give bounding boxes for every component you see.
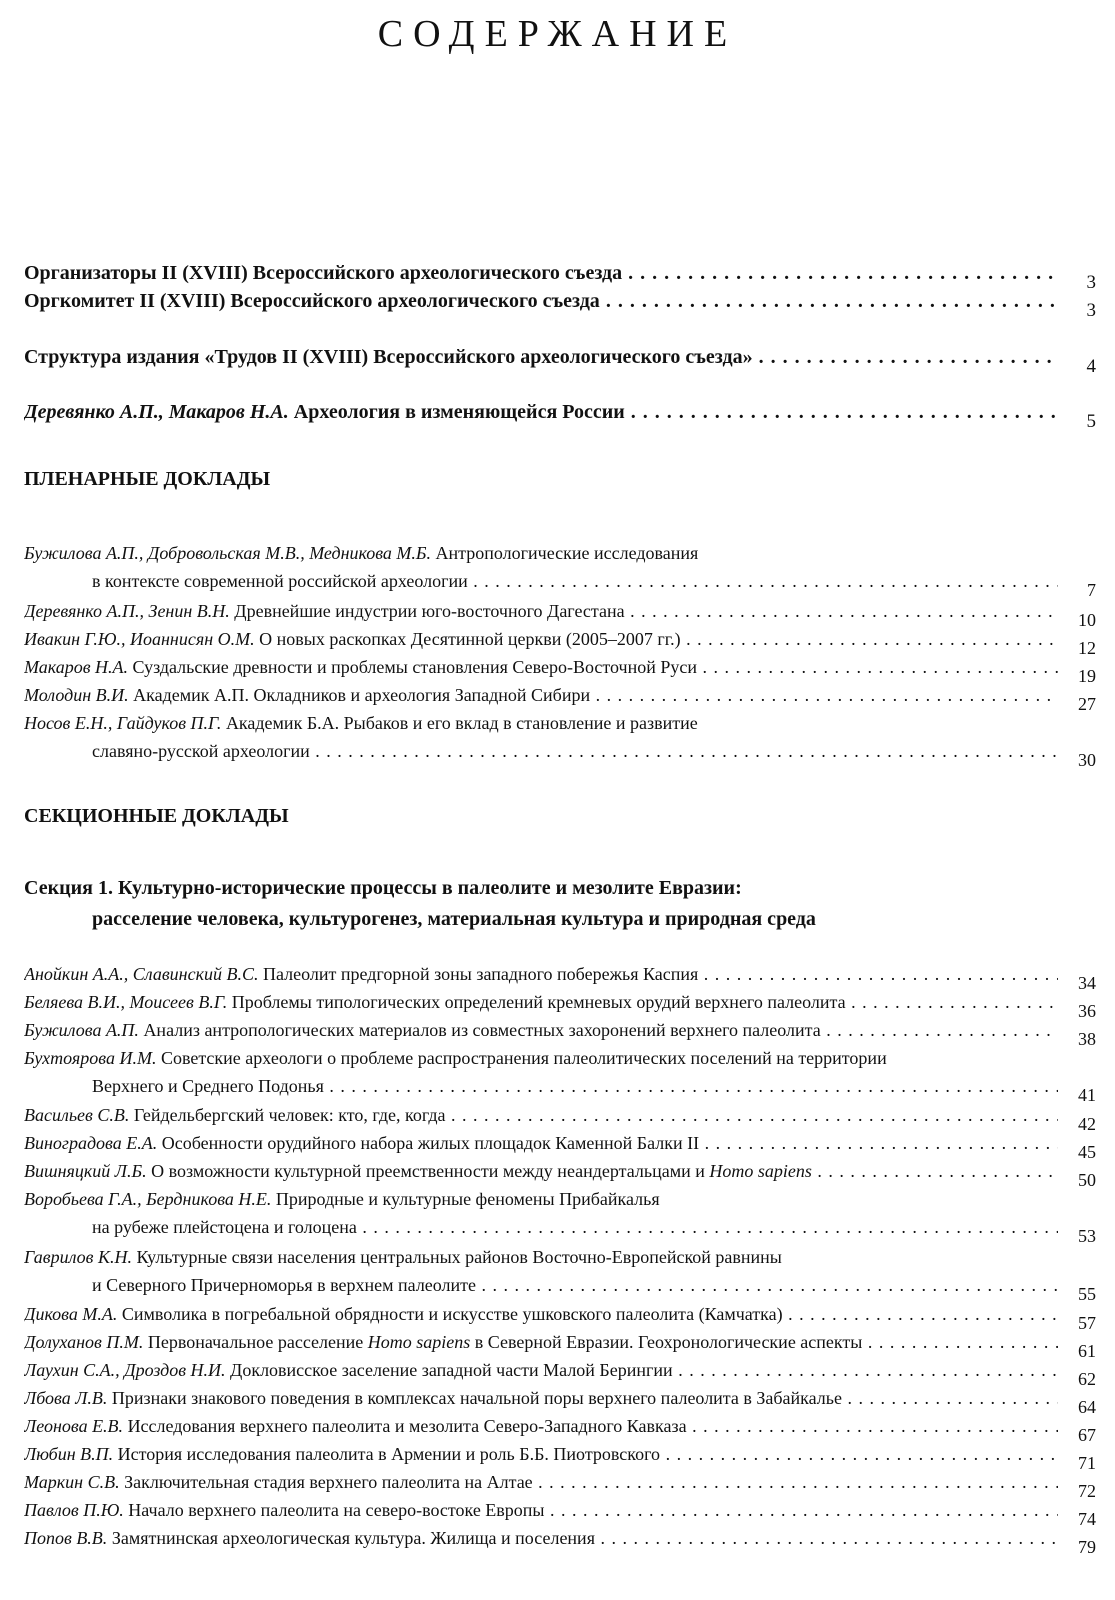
page-number: 19 <box>1078 666 1096 686</box>
page-number: 36 <box>1078 1001 1096 1021</box>
entry-title: Первоначальное расселение <box>147 1332 364 1352</box>
section-1-title <box>24 873 816 935</box>
entry-title-cont: славяно-русской археологии <box>92 741 310 761</box>
page-number: 30 <box>1078 750 1096 770</box>
entry-title: Признаки знакового поведения в комплексах начальной поры верхнего палеолита в Забайкалье <box>111 1388 842 1408</box>
entry-title-rest: в Северной Евразии. Геохронологические аспекты <box>474 1332 863 1352</box>
page-number: 61 <box>1078 1341 1096 1361</box>
toc-entry-continuation[interactable] <box>24 739 1100 770</box>
toc-entry[interactable] <box>24 655 1100 686</box>
entry-title-cont: на рубеже плейстоцена и голоцена <box>92 1217 357 1237</box>
entry-title: Академик А.П. Окладников и археология Западной Сибири <box>133 685 591 705</box>
page-number: 7 <box>1087 580 1096 600</box>
toc-entry[interactable] <box>24 1018 1100 1049</box>
entry-author: Бужилова А.П. <box>24 1020 139 1040</box>
section-1-title-line2: расселение человека, культурогенез, материальная культура и природная среда <box>92 908 816 930</box>
page-number: 42 <box>1078 1114 1096 1134</box>
entry-author: Макаров Н.А. <box>24 657 129 677</box>
page-number: 10 <box>1078 610 1096 630</box>
entry-author: Гаврилов К.Н. <box>24 1247 132 1267</box>
section-heading-sectional: СЕКЦИОННЫЕ ДОКЛАДЫ <box>24 805 289 827</box>
page-number: 64 <box>1078 1397 1096 1417</box>
page-number: 12 <box>1078 638 1096 658</box>
entry-author: Бужилова А.П., Добровольская М.В., Медникова М.Б. <box>24 543 432 563</box>
toc-entry[interactable] <box>24 1103 1100 1134</box>
entry-author: Васильев С.В. <box>24 1105 130 1125</box>
toc-entry[interactable] <box>24 1470 1100 1501</box>
entry-title-italic: Homo sapiens <box>367 1332 471 1352</box>
entry-title: Проблемы типологических определений кремневых орудий верхнего палеолита <box>231 992 846 1012</box>
page-number: 79 <box>1078 1537 1096 1557</box>
entry-author: Ивакин Г.Ю., Иоаннисян О.М. <box>24 629 255 649</box>
page-title: СОДЕРЖАНИЕ <box>377 13 738 55</box>
entry-title: Исследования верхнего палеолита и мезолита Северо-Западного Кавказа <box>127 1416 687 1436</box>
entry-title: Суздальские древности и проблемы становления Северо-Восточной Руси <box>132 657 697 677</box>
toc-entry[interactable] <box>24 711 1100 737</box>
entry-author: Лбова Л.В. <box>24 1388 108 1408</box>
page-number: 3 <box>1086 300 1096 321</box>
entry-title-cont: Верхнего и Среднего Подонья <box>92 1076 324 1096</box>
toc-entry[interactable] <box>24 1159 1100 1190</box>
entry-title: Докловисское заселение западной части Малой Берингии <box>230 1360 673 1380</box>
entry-author: Лаухин С.А., Дроздов Н.И. <box>24 1360 226 1380</box>
entry-author: Любин В.П. <box>24 1444 114 1464</box>
entry-title: Антропологические исследования <box>435 543 699 563</box>
entry-author: Беляева В.И., Моисеев В.Г. <box>24 992 228 1012</box>
entry-title: Академик Б.А. Рыбаков и его вклад в становление и развитие <box>225 713 698 733</box>
toc-entry[interactable] <box>24 290 1100 321</box>
section-heading-plenary: ПЛЕНАРНЫЕ ДОКЛАДЫ <box>24 468 271 490</box>
page-number: 34 <box>1078 973 1096 993</box>
page-number: 41 <box>1078 1085 1096 1105</box>
toc-entry[interactable] <box>24 1442 1100 1473</box>
entry-author: Деревянко А.П., Макаров Н.А. <box>24 401 289 423</box>
toc-entry[interactable] <box>24 1498 1100 1529</box>
entry-title: Анализ антропологических материалов из совместных захоронений верхнего палеолита <box>143 1020 821 1040</box>
page-number: 53 <box>1078 1226 1096 1246</box>
toc-entry[interactable] <box>24 1526 1100 1557</box>
toc-entry[interactable] <box>24 1330 1100 1361</box>
entry-author: Павлов П.Ю. <box>24 1500 124 1520</box>
page-number: 74 <box>1078 1509 1096 1529</box>
entry-title: История исследования палеолита в Армении и роль Б.Б. Пиотровского <box>117 1444 661 1464</box>
toc-entry[interactable] <box>24 401 1100 432</box>
toc-entry-continuation[interactable] <box>24 1215 1100 1246</box>
entry-title: Советские археологи о проблеме распространения палеолитических поселений на территории <box>160 1048 887 1068</box>
entry-title: Природные и культурные феномены Прибайкалья <box>275 1189 660 1209</box>
entry-title: О возможности культурной преемственности между неандертальцами и <box>151 1161 705 1181</box>
entry-author: Попов В.В. <box>24 1528 108 1548</box>
page-number: 57 <box>1078 1313 1096 1333</box>
toc-entry-continuation[interactable] <box>24 569 1100 600</box>
toc-entry[interactable] <box>24 1302 1100 1333</box>
toc-entry[interactable] <box>24 599 1100 630</box>
entry-title: Структура издания «Трудов II (XVIII) Всероссийского археологического съезда» <box>24 346 753 368</box>
page-number: 62 <box>1078 1369 1096 1389</box>
entry-author: Молодин В.И. <box>24 685 129 705</box>
toc-entry[interactable] <box>24 1245 1100 1271</box>
toc-entry[interactable] <box>24 683 1100 714</box>
toc-entry[interactable] <box>24 1131 1100 1162</box>
toc-entry[interactable] <box>24 1358 1100 1389</box>
entry-title: Оргкомитет II (XVIII) Всероссийского археологического съезда <box>24 290 600 312</box>
page-number: 45 <box>1078 1142 1096 1162</box>
page-number: 3 <box>1086 272 1096 293</box>
entry-title: Культурные связи населения центральных районов Восточно-Европейской равнины <box>136 1247 782 1267</box>
page-number: 50 <box>1078 1170 1096 1190</box>
entry-author: Дикова М.А. <box>24 1304 118 1324</box>
toc-entry[interactable] <box>24 541 1100 567</box>
toc-entry[interactable] <box>24 1187 1100 1213</box>
entry-title: Гейдельбергский человек: кто, где, когда <box>133 1105 446 1125</box>
entry-author: Носов Е.Н., Гайдуков П.Г. <box>24 713 222 733</box>
toc-entry-continuation[interactable] <box>24 1273 1100 1304</box>
page-number: 38 <box>1078 1029 1096 1049</box>
page-number: 27 <box>1078 694 1096 714</box>
entry-author: Маркин С.В. <box>24 1472 120 1492</box>
section-1-title-line1: Секция 1. Культурно-исторические процессы в палеолите и мезолите Евразии: <box>24 877 742 899</box>
entry-title: Древнейшие индустрии юго-восточного Дагестана <box>234 601 625 621</box>
entry-title: Особенности орудийного набора жилых площадок Каменной Балки II <box>161 1133 700 1153</box>
entry-author: Воробьева Г.А., Бердникова Н.Е. <box>24 1189 272 1209</box>
entry-author: Деревянко А.П., Зенин В.Н. <box>24 601 230 621</box>
entry-author: Леонова Е.В. <box>24 1416 124 1436</box>
toc-entry[interactable] <box>24 990 1100 1021</box>
entry-title: Археология в изменяющейся России <box>293 401 625 423</box>
toc-entry[interactable] <box>24 1046 1100 1072</box>
toc-entry[interactable] <box>24 1386 1100 1417</box>
toc-entry[interactable] <box>24 262 1100 293</box>
entry-author: Долуханов П.М. <box>24 1332 144 1352</box>
toc-entry[interactable] <box>24 962 1100 993</box>
entry-author: Бухтоярова И.М. <box>24 1048 157 1068</box>
page-number: 55 <box>1078 1284 1096 1304</box>
page-number: 72 <box>1078 1481 1096 1501</box>
entry-title-cont: и Северного Причерноморья в верхнем палеолите <box>92 1275 477 1295</box>
page-number: 67 <box>1078 1425 1096 1445</box>
entry-title: Палеолит предгорной зоны западного побережья Каспия <box>263 964 699 984</box>
entry-author: Виноградова Е.А. <box>24 1133 158 1153</box>
entry-title: Начало верхнего палеолита на северо-востоке Европы <box>128 1500 545 1520</box>
entry-title-italic: Homo sapiens <box>709 1161 812 1181</box>
toc-entry[interactable] <box>24 1414 1100 1445</box>
page-number: 71 <box>1078 1453 1096 1473</box>
entry-title: Организаторы II (XVIII) Всероссийского археологического съезда <box>24 262 623 284</box>
entry-title-cont: в контексте современной российской археологии <box>92 571 468 591</box>
page-number: 5 <box>1086 411 1096 432</box>
toc-entry[interactable] <box>24 346 1100 377</box>
toc-entry[interactable] <box>24 627 1100 658</box>
entry-title: О новых раскопках Десятинной церкви (2005–2007 гг.) <box>259 629 681 649</box>
entry-author: Анойкин А.А., Славинский В.С. <box>24 964 259 984</box>
toc-entry-continuation[interactable] <box>24 1074 1100 1105</box>
page-number: 4 <box>1086 356 1096 377</box>
entry-author: Вишняцкий Л.Б. <box>24 1161 147 1181</box>
entry-title: Символика в погребальной обрядности и искусстве ушковского палеолита (Камчатка) <box>121 1304 783 1324</box>
entry-title: Замятнинская археологическая культура. Жилища и поселения <box>111 1528 595 1548</box>
entry-title: Заключительная стадия верхнего палеолита на Алтае <box>124 1472 533 1492</box>
